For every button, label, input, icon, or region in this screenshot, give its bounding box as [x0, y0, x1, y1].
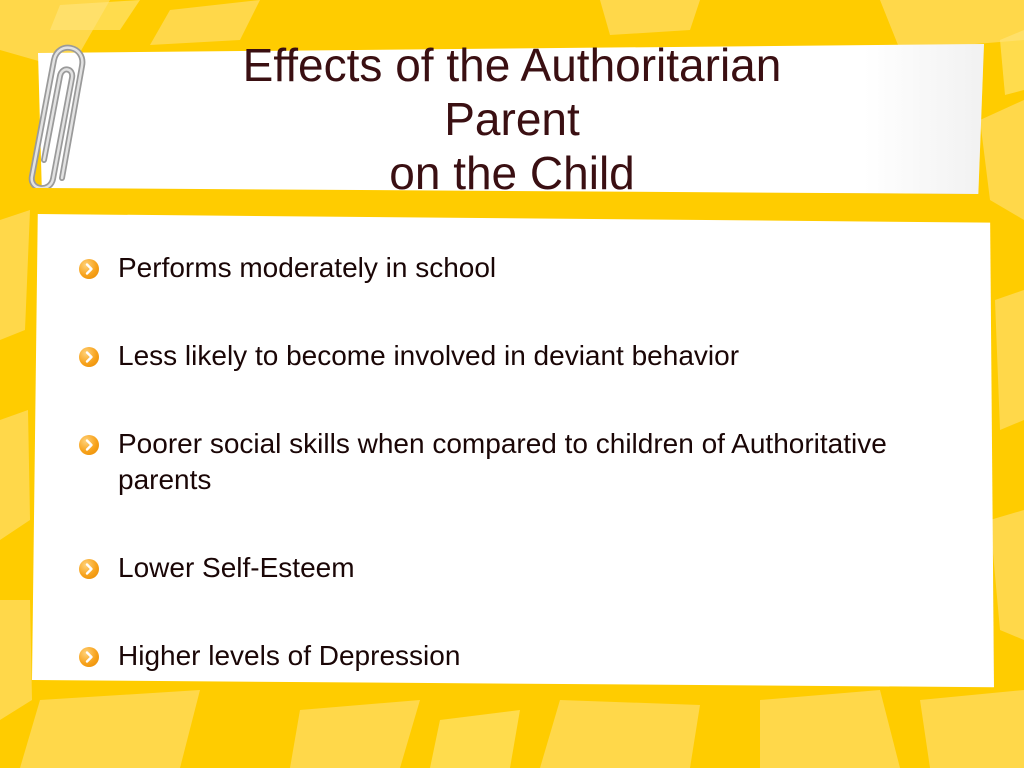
- bullet-text: Performs moderately in school: [118, 252, 497, 283]
- chevron-circle-icon: [79, 647, 99, 667]
- bullet-text: Lower Self-Esteem: [118, 552, 355, 583]
- title-line-3: on the Child: [389, 147, 635, 199]
- bullet-item: [76, 338, 936, 374]
- title-line-1: Effects of the Authoritarian: [242, 39, 782, 91]
- chevron-circle-icon: [79, 559, 99, 579]
- bullet-item: [76, 250, 936, 286]
- bullet-text: Higher levels of Depression: [118, 640, 461, 671]
- chevron-circle-icon: [79, 435, 99, 455]
- chevron-circle-icon: [79, 347, 99, 367]
- bullet-item: [76, 426, 936, 498]
- bullet-item: [76, 638, 936, 674]
- bullet-text: Poorer social skills when compared to children of Authoritative parents: [118, 428, 887, 495]
- paperclip-icon: [16, 38, 96, 188]
- bullet-text: Less likely to become involved in deviant behavior: [118, 340, 740, 371]
- bullet-list: [76, 250, 936, 726]
- slide-title: [120, 38, 904, 200]
- title-line-2: Parent: [444, 93, 580, 145]
- bullet-item: [76, 550, 936, 586]
- chevron-circle-icon: [79, 259, 99, 279]
